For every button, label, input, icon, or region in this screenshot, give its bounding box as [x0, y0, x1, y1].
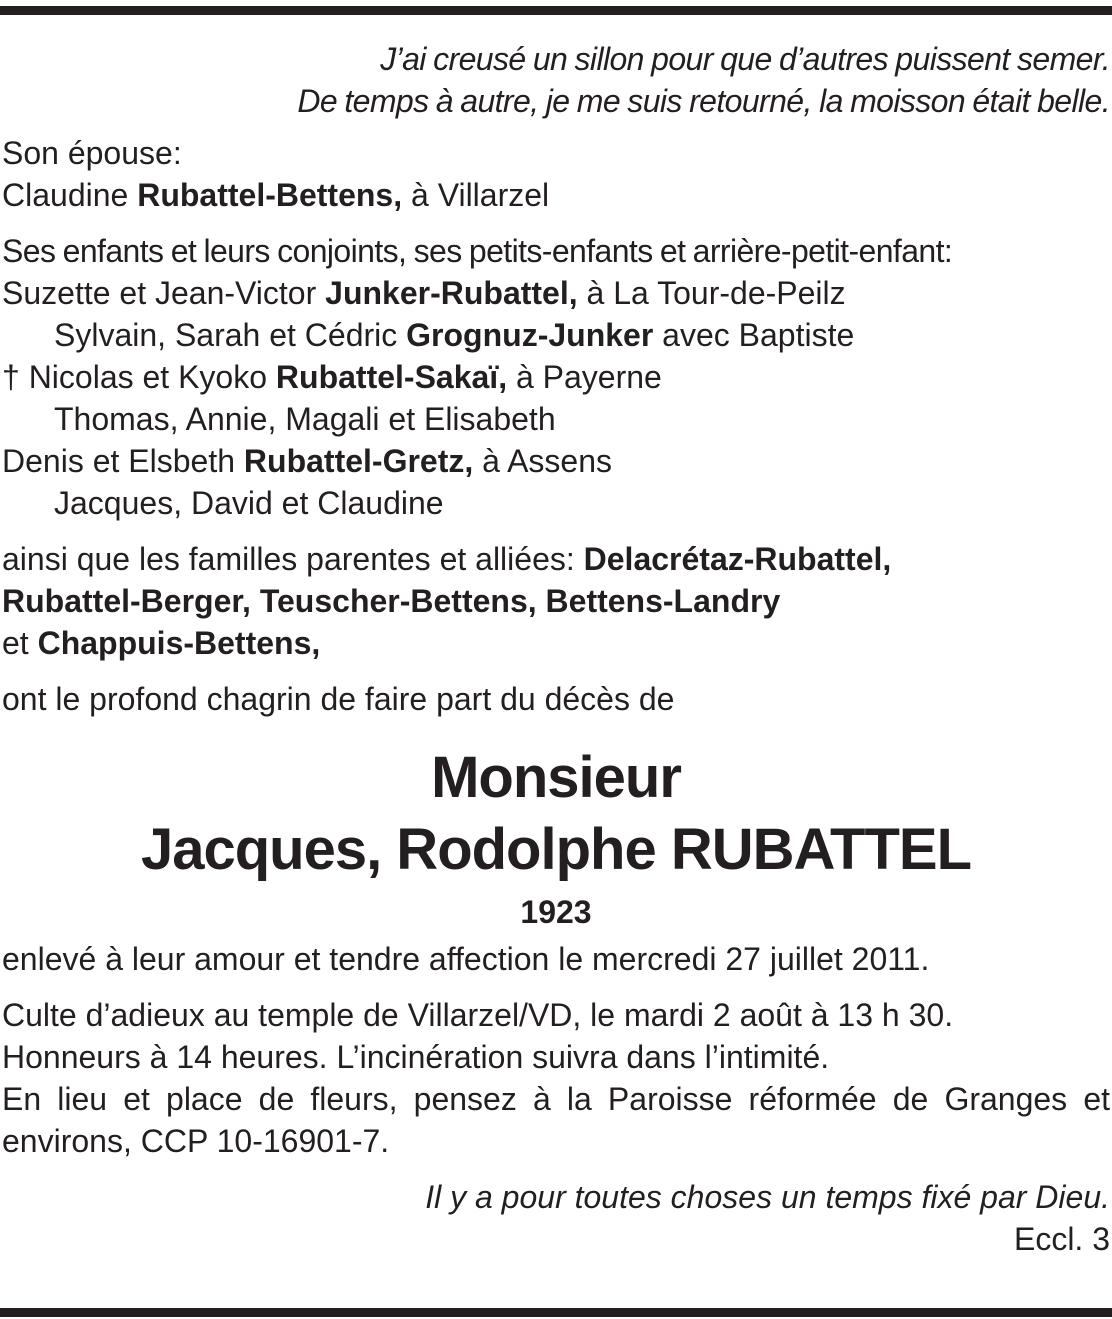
- relatives-name-last: Chappuis-Bettens,: [37, 625, 321, 661]
- family-member-surname: Grognuz-Junker: [406, 317, 654, 353]
- deceased-title: Monsieur: [431, 745, 681, 810]
- relatives-names: Rubattel-Berger, Teuscher-Bettens, Bettens-Landry: [2, 583, 781, 619]
- family-member-details: à Assens: [473, 443, 612, 479]
- spouse-section: [2, 132, 1110, 216]
- epigraph-line-1: J’ai creusé un sillon pour que d’autres puissent semer.: [380, 41, 1110, 77]
- family-member: [2, 314, 1110, 356]
- family-member: [2, 398, 1110, 440]
- relatives-name-1: Delacrétaz-Rubattel,: [583, 541, 892, 577]
- family-member-first-names: Suzette et Jean-Victor: [2, 275, 326, 311]
- family-member-first-names: † Nicolas et Kyoko: [2, 359, 276, 395]
- family-member-first-names: Thomas, Annie, Magali et Elisabeth: [54, 401, 556, 437]
- family-member-details: avec Baptiste: [653, 317, 855, 353]
- obituary-notice: [2, 38, 1110, 1260]
- epigraph: [2, 38, 1110, 122]
- family-member-surname: Rubattel-Gretz,: [243, 443, 474, 479]
- top-rule: [0, 6, 1112, 15]
- relatives-line-1: [2, 538, 1110, 580]
- relatives-line-2: [2, 580, 1110, 622]
- relatives-et: et: [2, 625, 38, 661]
- relatives-intro: ainsi que les familles parentes et alliées:: [2, 541, 584, 577]
- deceased-name: Jacques, Rodolphe RUBATTEL: [140, 817, 972, 882]
- closing-section: [2, 1176, 1110, 1260]
- spouse-entry: [2, 174, 1110, 216]
- spouse-surname: Rubattel-Bettens,: [137, 177, 403, 213]
- closing-quote: Il y a pour toutes choses un temps fixé par Dieu.: [425, 1179, 1110, 1215]
- deceased-year: 1923: [520, 894, 592, 930]
- bottom-rule: [0, 1308, 1112, 1317]
- family-section: [2, 230, 1110, 524]
- family-member: [2, 272, 1110, 314]
- ceremony-line-3: En lieu et place de fleurs, pensez à la Paroisse réformée de Granges et: [2, 1081, 1110, 1117]
- ceremony-line-1: Culte d’adieux au temple de Villarzel/VD, le mardi 2 août à 13 h 30.: [2, 997, 954, 1033]
- family-intro: Ses enfants et leurs conjoints, ses petits-enfants et arrière-petit-enfant:: [2, 233, 953, 269]
- passing-text: enlevé à leur amour et tendre affection le mercredi 27 juillet 2011.: [2, 941, 930, 977]
- family-member: [2, 482, 1110, 524]
- family-member-details: à La Tour-de-Peilz: [577, 275, 846, 311]
- family-member-first-names: Jacques, David et Claudine: [54, 485, 444, 521]
- spouse-first-name: Claudine: [2, 177, 138, 213]
- family-list: [2, 272, 1110, 524]
- closing-reference: Eccl. 3: [1013, 1221, 1110, 1257]
- family-member-details: à Payerne: [507, 359, 662, 395]
- family-member-first-names: Sylvain, Sarah et Cédric: [54, 317, 407, 353]
- family-member: [2, 440, 1110, 482]
- deceased-section: [2, 742, 1110, 938]
- announcement: ont le profond chagrin de faire part du décès de: [2, 681, 675, 717]
- spouse-label: Son épouse:: [2, 135, 182, 171]
- relatives-section: [2, 538, 1110, 664]
- ceremony-section: [2, 994, 1110, 1162]
- ceremony-line-2: Honneurs à 14 heures. L’incinération suivra dans l’intimité.: [2, 1039, 830, 1075]
- family-member-surname: Rubattel-Sakaï,: [275, 359, 508, 395]
- ceremony-line-4: environs, CCP 10-16901-7.: [2, 1123, 390, 1159]
- spouse-place: à Villarzel: [402, 177, 550, 213]
- relatives-line-3: [2, 622, 1110, 664]
- family-member-surname: Junker-Rubattel,: [325, 275, 578, 311]
- family-member-first-names: Denis et Elsbeth: [2, 443, 244, 479]
- family-member: [2, 356, 1110, 398]
- epigraph-line-2: De temps à autre, je me suis retourné, la moisson était belle.: [297, 83, 1110, 119]
